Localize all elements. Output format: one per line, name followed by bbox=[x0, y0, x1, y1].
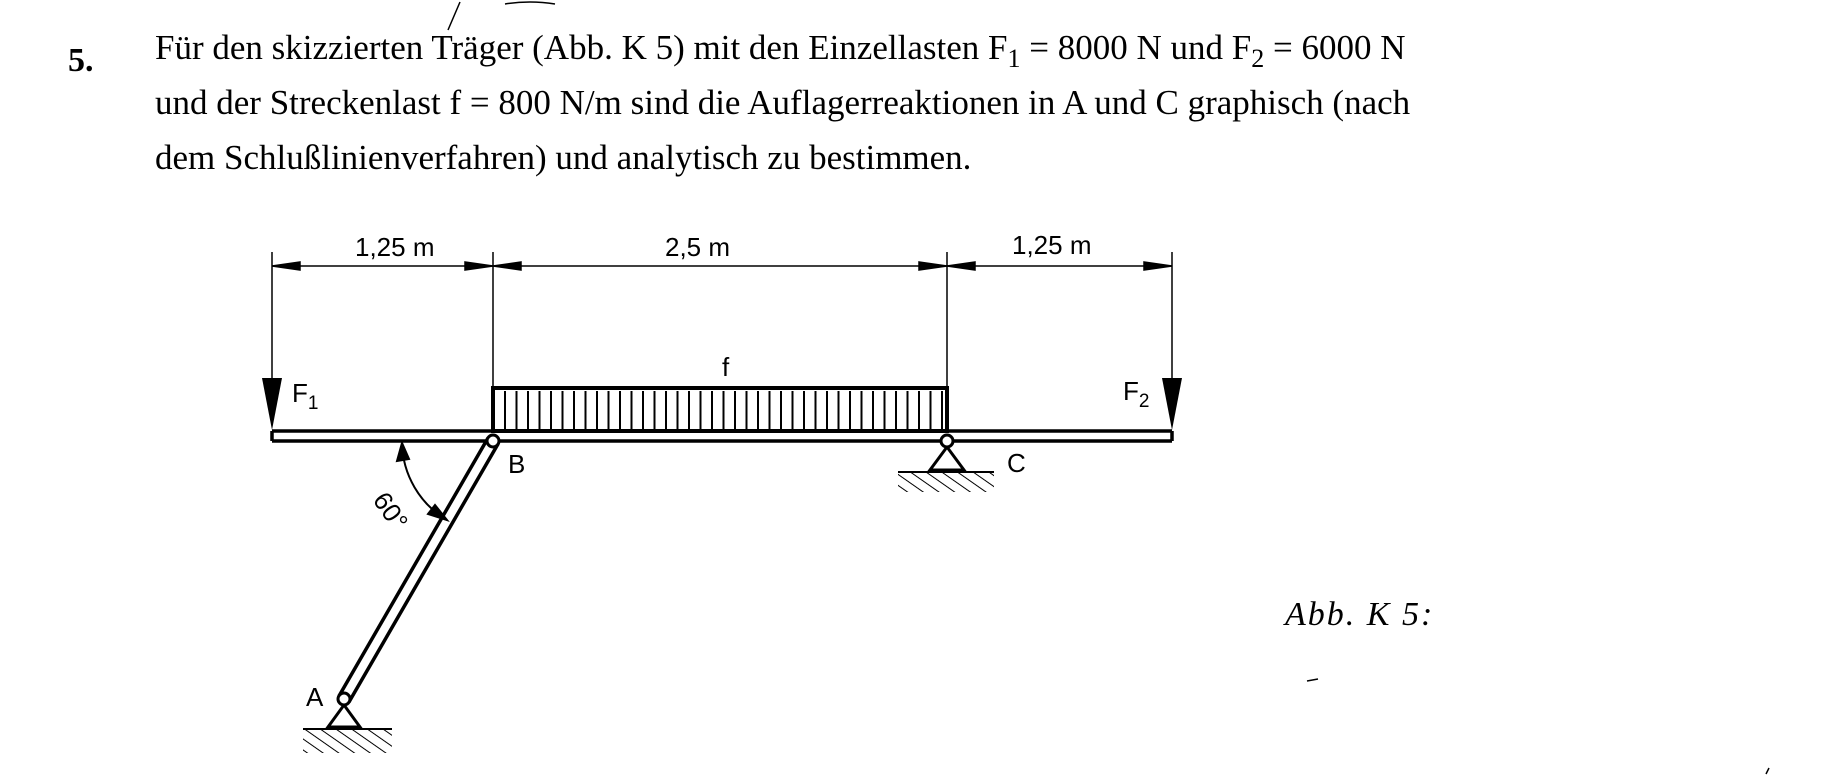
joint-b bbox=[487, 435, 499, 447]
scan-artifact-2 bbox=[1307, 679, 1769, 774]
f2-subscript: 2 bbox=[1251, 44, 1265, 73]
beam bbox=[272, 431, 1172, 441]
force-f2-arrow bbox=[1162, 378, 1182, 430]
dimension-label-left: 1,25 m bbox=[355, 232, 435, 262]
distributed-load bbox=[493, 388, 947, 431]
support-c bbox=[898, 435, 994, 492]
f2-value: = 6000 N bbox=[1264, 28, 1406, 67]
f1-value: = 8000 N und F bbox=[1020, 28, 1252, 67]
point-label-b: B bbox=[508, 449, 526, 479]
point-label-a: A bbox=[306, 682, 324, 712]
problem-number: 5. bbox=[68, 42, 94, 79]
angle-label: 60° bbox=[367, 486, 415, 536]
problem-text-line-2: und der Streckenlast f = 800 N/m sind die Auflagerreaktionen in A und C graphisch (nach bbox=[155, 83, 1411, 122]
scan-artifact bbox=[448, 2, 555, 30]
distributed-load-label: f bbox=[722, 352, 730, 382]
strut bbox=[339, 438, 498, 702]
figure-caption: Abb. K 5: bbox=[1285, 596, 1435, 633]
dimension-label-middle: 2,5 m bbox=[665, 232, 731, 262]
dimension-line bbox=[272, 252, 1172, 433]
line1-text: Für den skizzierten Träger (Abb. K 5) mit den Einzellasten F bbox=[155, 28, 1008, 67]
force-f1-label: $F_1$ bbox=[292, 378, 319, 414]
point-label-c: C bbox=[1007, 448, 1026, 478]
problem-text-line-3: dem Schlußlinienverfahren) und analytisch zu bestimmen. bbox=[155, 138, 972, 177]
dimension-label-right: 1,25 m bbox=[1012, 230, 1092, 260]
force-f1-arrow bbox=[262, 378, 282, 430]
force-f2-label: $F_2$ bbox=[1123, 376, 1150, 412]
f1-subscript: 1 bbox=[1007, 44, 1021, 73]
